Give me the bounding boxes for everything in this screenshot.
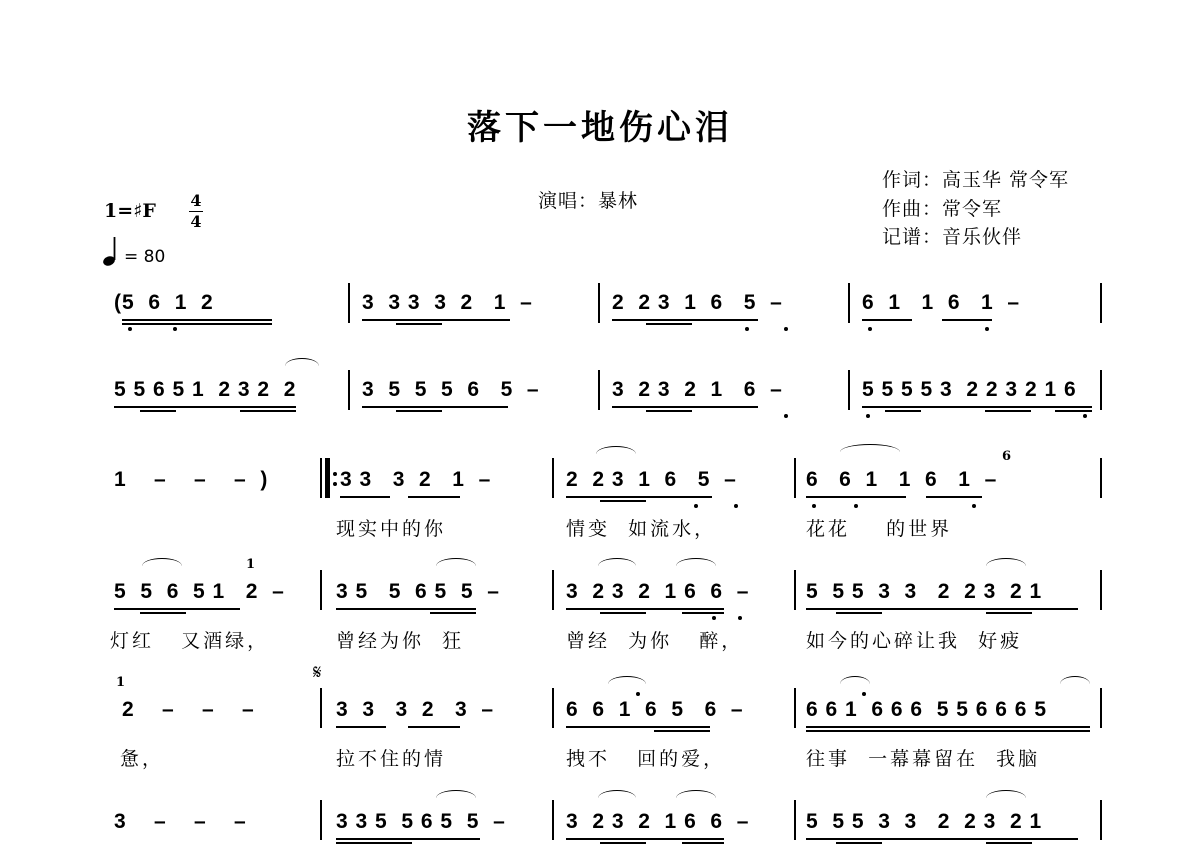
beam-line <box>986 842 1032 844</box>
measure-notes: 3 – – – <box>114 810 247 833</box>
composer-credit: 作曲：常令军 <box>882 198 1003 220</box>
song-title: 落下一地伤心泪 <box>467 108 733 148</box>
beam-line <box>942 319 992 321</box>
low-octave-dot <box>745 327 749 331</box>
beam-line <box>806 730 1090 732</box>
beam-line <box>336 842 412 844</box>
barline <box>1100 570 1102 610</box>
beam-line <box>806 838 1078 840</box>
grace-note: 1 <box>246 557 256 572</box>
measure-notes: 3 2 3 2 1 6 – <box>612 378 783 401</box>
low-octave-dot <box>734 504 738 508</box>
grace-note: 6 <box>1002 449 1012 464</box>
tie-slur <box>598 558 636 566</box>
low-octave-dot <box>812 504 816 508</box>
beam-line <box>600 612 646 614</box>
beam-line <box>806 496 906 498</box>
tie-slur <box>608 676 646 684</box>
quarter-note-icon <box>102 236 122 268</box>
beam-line <box>600 842 646 844</box>
barline <box>794 570 796 610</box>
measure-notes: 2 2 3 1 6 5 – <box>566 468 737 491</box>
beam-line <box>240 410 296 412</box>
barline <box>598 370 600 410</box>
barline <box>320 458 322 498</box>
tie-slur <box>676 790 716 798</box>
beam-line <box>336 838 480 840</box>
barline <box>848 283 850 323</box>
beam-line <box>140 612 186 614</box>
measure-notes: 3 2 3 2 1 6 6 – <box>566 580 750 603</box>
beam-line <box>682 612 724 614</box>
tie-slur <box>1060 676 1090 684</box>
measure-notes: 3 3 3 2 3 – <box>336 698 495 721</box>
time-signature <box>186 192 206 231</box>
beam-line <box>408 726 460 728</box>
performer-credit: 演唱：暴林 <box>538 190 639 212</box>
time-signature-top: 4 <box>190 191 202 210</box>
repeat-dot <box>333 472 337 476</box>
beam-line <box>430 612 476 614</box>
lyrics-line: 如今的心碎让我 好疲 <box>806 630 1023 652</box>
beam-line <box>862 406 1092 408</box>
barline <box>1100 370 1102 410</box>
beam-line <box>114 608 240 610</box>
tie-slur <box>986 790 1026 798</box>
measure-notes: 5 5 6 5 1 2 3 2 2 <box>114 378 297 401</box>
measure-notes: 2 2 3 1 6 5 – <box>612 291 783 314</box>
tie-slur <box>676 558 716 566</box>
lyricist-credit: 作词：高玉华 常令军 <box>882 169 1070 191</box>
low-octave-dot <box>173 327 177 331</box>
barline <box>1100 688 1102 728</box>
beam-line <box>1055 410 1092 412</box>
low-octave-dot <box>972 504 976 508</box>
beam-line <box>566 838 724 840</box>
measure-notes: 6 6 1 6 6 6 5 5 6 6 6 5 <box>806 698 1047 721</box>
tie-slur <box>596 446 636 454</box>
beam-line <box>986 612 1032 614</box>
grace-note: 1 <box>116 675 126 690</box>
measure-notes: 6 1 1 6 1 – <box>862 291 1021 314</box>
low-octave-dot <box>128 327 132 331</box>
beam-line <box>646 323 692 325</box>
time-signature-bottom: 4 <box>190 212 202 231</box>
barline <box>1100 458 1102 498</box>
beam-line <box>806 608 1078 610</box>
lyrics-line: 惫， <box>120 748 165 770</box>
beam-line <box>566 496 712 498</box>
barline <box>848 370 850 410</box>
measure-notes: 5 5 5 3 3 2 2 3 2 1 <box>806 580 1043 603</box>
beam-line <box>682 842 724 844</box>
barline <box>320 800 322 840</box>
tie-slur <box>285 358 319 366</box>
beam-line <box>600 500 646 502</box>
low-octave-dot <box>985 327 989 331</box>
segno-icon: 𝄋 <box>313 660 322 684</box>
beam-line <box>340 496 390 498</box>
barline <box>320 688 322 728</box>
barline <box>794 800 796 840</box>
tie-slur <box>840 444 900 452</box>
measure-notes: 2 – – – <box>122 698 255 721</box>
key-signature: 1=♯F <box>104 200 156 222</box>
beam-line <box>140 410 176 412</box>
tempo-value: = 80 <box>124 247 166 267</box>
beam-line <box>362 406 508 408</box>
low-octave-dot <box>784 414 788 418</box>
tie-slur <box>598 790 636 798</box>
measure-notes: 3 3 3 2 1 – <box>340 468 492 491</box>
beam-line <box>362 319 510 321</box>
measure-notes: 1 – – – ) <box>114 468 269 491</box>
lyrics-line: 灯红 又酒绿， <box>110 630 270 652</box>
beam-line <box>396 323 442 325</box>
beam-line <box>612 406 758 408</box>
barline <box>348 370 350 410</box>
barline <box>552 570 554 610</box>
tie-slur <box>840 676 870 684</box>
measure-notes: 3 3 3 3 2 1 – <box>362 291 533 314</box>
beam-line <box>985 410 1031 412</box>
beam-line <box>336 608 476 610</box>
measure-notes: 6 6 1 6 5 6 – <box>566 698 744 721</box>
lyrics-line: 拉不住的情 <box>336 748 447 770</box>
measure-notes: 3 5 5 6 5 5 – <box>336 580 500 603</box>
measure-notes: 3 5 5 5 6 5 – <box>362 378 540 401</box>
beam-line <box>612 319 758 321</box>
beam-line <box>336 726 386 728</box>
barline <box>794 688 796 728</box>
low-octave-dot <box>868 327 872 331</box>
barline <box>552 800 554 840</box>
high-octave-dot <box>636 692 640 696</box>
tie-slur <box>436 790 476 798</box>
measure-notes: (5 6 1 2 <box>114 291 214 314</box>
beam-line <box>566 726 710 728</box>
low-octave-dot <box>694 504 698 508</box>
low-octave-dot <box>866 414 870 418</box>
tie-slur <box>436 558 476 566</box>
barline <box>1100 800 1102 840</box>
low-octave-dot <box>738 616 742 620</box>
measure-notes: 3 2 3 2 1 6 6 – <box>566 810 750 833</box>
barline <box>552 458 554 498</box>
repeat-barline <box>325 458 330 498</box>
measure-notes: 5 5 5 5 3 2 2 3 2 1 6 <box>862 378 1077 401</box>
barline <box>794 458 796 498</box>
measure-notes: 5 5 6 5 1 2 – <box>114 580 285 603</box>
tie-slur <box>986 558 1026 566</box>
transcriber-credit: 记谱：音乐伙伴 <box>882 226 1023 248</box>
beam-line <box>836 842 882 844</box>
lyrics-line: 曾经 为你 醉， <box>566 630 744 652</box>
beam-line <box>862 319 912 321</box>
beam-line <box>114 406 296 408</box>
lyrics-line: 拽不 回的爱， <box>566 748 726 770</box>
beam-line <box>646 410 692 412</box>
beam-line <box>122 319 272 321</box>
beam-line <box>806 726 1090 728</box>
barline <box>348 283 350 323</box>
low-octave-dot <box>712 616 716 620</box>
barline <box>1100 283 1102 323</box>
lyrics-line: 往事 一幕幕留在 我脑 <box>806 748 1041 770</box>
beam-line <box>836 612 882 614</box>
tempo-marking <box>102 236 122 272</box>
barline <box>598 283 600 323</box>
beam-line <box>885 410 921 412</box>
beam-line <box>122 323 272 325</box>
low-octave-dot <box>854 504 858 508</box>
beam-line <box>566 608 724 610</box>
lyrics-line: 现实中的你 <box>336 518 447 540</box>
repeat-dot <box>333 482 337 486</box>
beam-line <box>926 496 982 498</box>
low-octave-dot <box>784 327 788 331</box>
lyrics-line: 曾经为你 狂 <box>336 630 465 652</box>
lyrics-line: 花花 的世界 <box>806 518 953 540</box>
barline <box>320 570 322 610</box>
measure-notes: 3 3 5 5 6 5 5 – <box>336 810 506 833</box>
beam-line <box>408 496 460 498</box>
beam-line <box>654 730 710 732</box>
measure-notes: 5 5 5 3 3 2 2 3 2 1 <box>806 810 1043 833</box>
tie-slur <box>142 558 182 566</box>
low-octave-dot <box>1083 414 1087 418</box>
beam-line <box>396 410 442 412</box>
barline <box>552 688 554 728</box>
high-octave-dot <box>862 692 866 696</box>
measure-notes: 6 6 1 1 6 1 – <box>806 468 998 491</box>
lyrics-line: 情变 如流水， <box>566 518 717 540</box>
